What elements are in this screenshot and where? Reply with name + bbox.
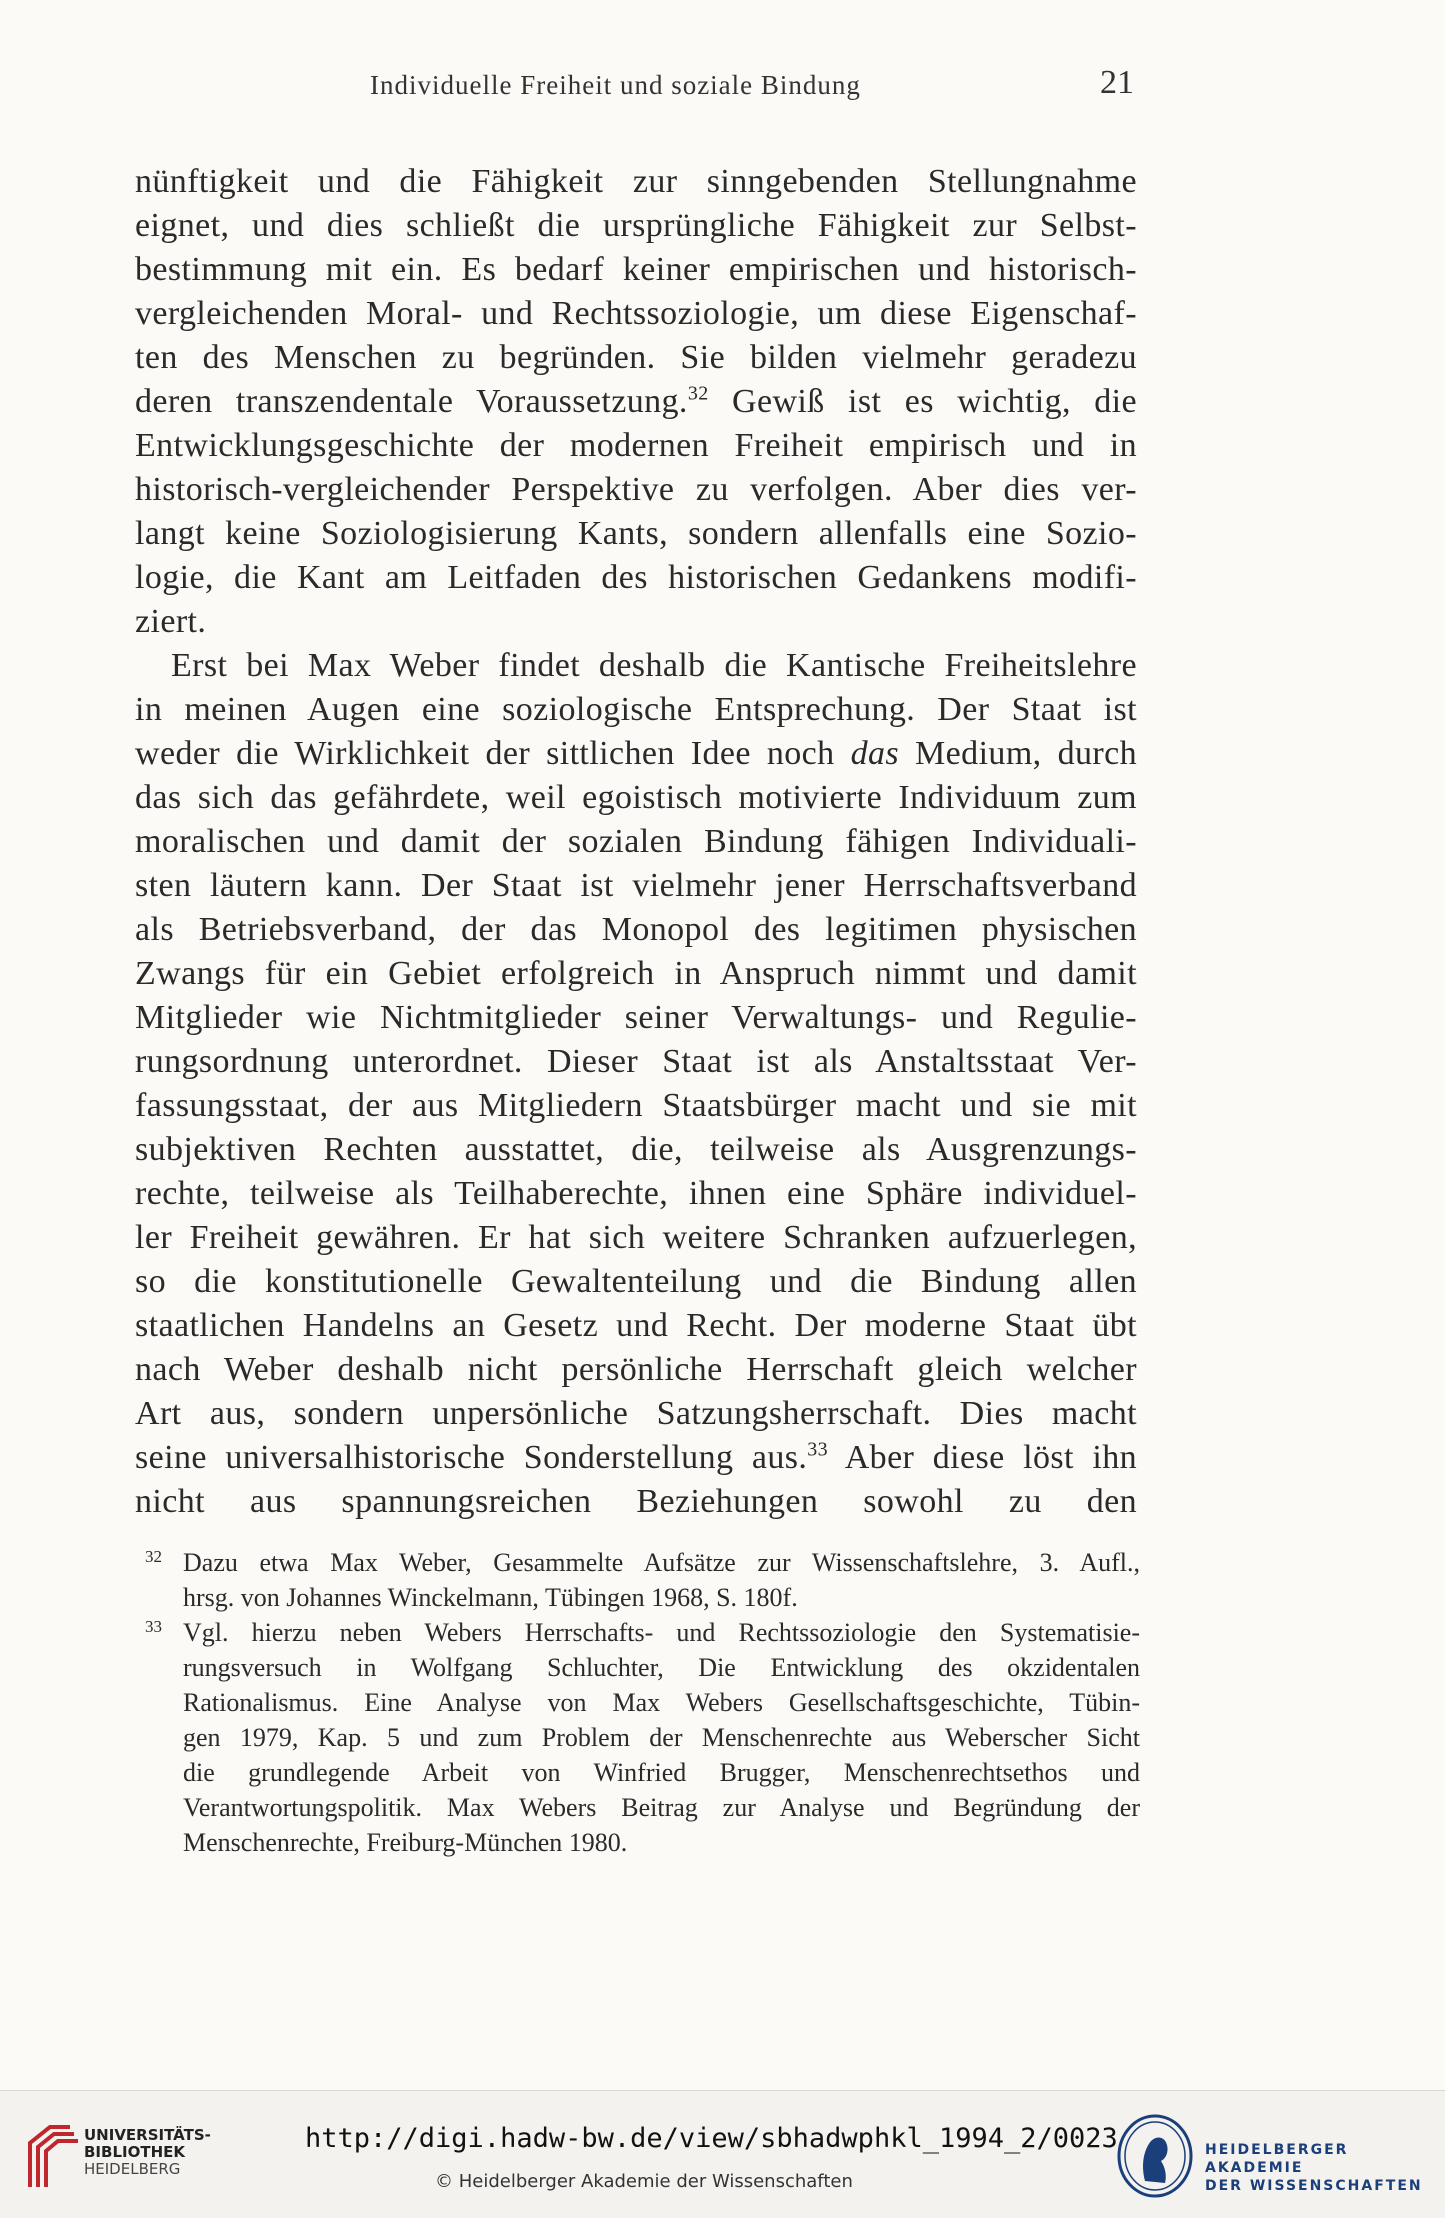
- text-line: Mitglieder wie Nichtmitglieder seiner Verwaltungs- und Regulie-: [135, 999, 1137, 1036]
- text-line: rungsordnung unterordnet. Dieser Staat ist als Anstaltsstaat Ver-: [135, 1043, 1137, 1080]
- permalink-url[interactable]: http://digi.hadw-bw.de/view/sbhadwphkl_1994_2/0023: [305, 2123, 1118, 2154]
- text-line: so die konstitutionelle Gewaltenteilung und die Bindung allen: [135, 1263, 1137, 1300]
- footnote-mark: 33: [145, 1617, 162, 1636]
- text-line: Entwicklungsgeschichte der modernen Freiheit empirisch und in: [135, 427, 1137, 464]
- running-title: Individuelle Freiheit und soziale Bindung: [370, 70, 861, 100]
- footnote-32: 32 Dazu etwa Max Weber, Gesammelte Aufsätze zur Wissenschaftslehre, 3. Aufl.,: [145, 1545, 1140, 1580]
- emphasis: das: [850, 735, 900, 772]
- page-number: 21: [1100, 64, 1134, 101]
- text-line: historisch-vergleichender Perspektive zu verfolgen. Aber dies ver-: [135, 471, 1137, 508]
- text-line: bestimmung mit ein. Es bedarf keiner empirischen und historisch-: [135, 251, 1137, 288]
- footnote-line: gen 1979, Kap. 5 und zum Problem der Menschenrechte aus Weberscher Sicht: [183, 1723, 1140, 1752]
- footnote-line: Verantwortungspolitik. Max Webers Beitrag zur Analyse und Begründung der: [183, 1793, 1140, 1822]
- footnote-ref-33[interactable]: 33: [807, 1438, 829, 1461]
- text-line: deren transzendentale Voraussetzung.$^{32}$ Gewiß ist es wichtig, die: [135, 382, 1138, 420]
- text-line: nicht aus spannungsreichen Beziehungen sowohl zu den: [135, 1483, 1137, 1520]
- text-line: das sich das gefährdete, weil egoistisch motivierte Individuum zum: [135, 779, 1137, 816]
- text-line: seine universalhistorische Sonderstellung aus.$^{33}$ Aber diese löst ihn: [135, 1438, 1137, 1476]
- text-line: Art aus, sondern unpersönliche Satzungsherrschaft. Dies macht: [135, 1395, 1137, 1432]
- footnote-line: Rationalismus. Eine Analyse von Max Webers Gesellschaftsgeschichte, Tübin-: [183, 1688, 1140, 1717]
- text-line: ten des Menschen zu begründen. Sie bilden vielmehr geradezu: [135, 339, 1137, 376]
- text-line: fassungsstaat, der aus Mitgliedern Staatsbürger macht und sie mit: [135, 1087, 1137, 1124]
- academy-name: HEIDELBERGER AKADEMIE DER WISSENSCHAFTEN: [1205, 2142, 1423, 2194]
- text-line: als Betriebsverband, der das Monopol des legitimen physischen: [135, 911, 1137, 948]
- text-line: weder die Wirklichkeit der sittlichen Idee noch das Medium, durch: [135, 735, 1137, 772]
- text-line: langt keine Soziologisierung Kants, sondern allenfalls eine Sozio-: [135, 515, 1137, 552]
- text-line: sten läutern kann. Der Staat ist vielmehr jener Herrschaftsverband: [135, 867, 1137, 904]
- academy-seal-icon[interactable]: [1115, 2111, 1195, 2201]
- viewer-footer: [0, 2090, 1445, 2218]
- body-text: [135, 160, 1137, 1524]
- text-line: subjektiven Rechten ausstattet, die, teilweise als Ausgrenzungs-: [135, 1131, 1137, 1168]
- university-library-name: UNIVERSITÄTS- BIBLIOTHEK HEIDELBERG: [84, 2126, 211, 2178]
- text-line: nach Weber deshalb nicht persönliche Herrschaft gleich welcher: [135, 1351, 1137, 1388]
- text-line: vergleichenden Moral- und Rechtssoziologie, um diese Eigenschaf-: [135, 295, 1137, 332]
- footnote-line: Menschenrechte, Freiburg-München 1980.: [183, 1828, 628, 1857]
- text-line: moralischen und damit der sozialen Bindung fähigen Individuali-: [135, 823, 1137, 860]
- footnote-line: hrsg. von Johannes Winckelmann, Tübingen 1968, S. 180f.: [183, 1583, 798, 1612]
- text-line: rechte, teilweise als Teilhaberechte, ihnen eine Sphäre individuel-: [135, 1175, 1137, 1212]
- text-line: Erst bei Max Weber findet deshalb die Kantische Freiheitslehre: [171, 647, 1137, 684]
- text-line: eignet, und dies schließt die ursprüngliche Fähigkeit zur Selbst-: [135, 207, 1137, 244]
- university-library-logo-icon[interactable]: [22, 2121, 82, 2191]
- footnote-mark: 32: [145, 1547, 162, 1566]
- text-line: in meinen Augen eine soziologische Entsprechung. Der Staat ist: [135, 691, 1137, 728]
- text-line: staatlichen Handelns an Gesetz und Recht. Der moderne Staat übt: [135, 1307, 1137, 1344]
- footnote-line: rungsversuch in Wolfgang Schluchter, Die Entwicklung des okzidentalen: [183, 1653, 1140, 1682]
- footnote-33: 33 Vgl. hierzu neben Webers Herrschafts- und Rechtssoziologie den Systematisie-: [145, 1615, 1140, 1650]
- footnote-line: die grundlegende Arbeit von Winfried Brugger, Menschenrechtsethos und: [183, 1758, 1140, 1787]
- text-line: ler Freiheit gewähren. Er hat sich weitere Schranken aufzuerlegen,: [135, 1219, 1137, 1256]
- text-line: logie, die Kant am Leitfaden des historischen Gedankens modifi-: [135, 559, 1137, 596]
- text-line: ziert.: [135, 603, 207, 640]
- copyright-notice: © Heidelberger Akademie der Wissenschaften: [435, 2171, 853, 2192]
- text-line: nünftigkeit und die Fähigkeit zur sinngebenden Stellungnahme: [135, 163, 1137, 200]
- footnote-ref-32[interactable]: 32: [687, 382, 709, 405]
- footnotes: [145, 1545, 1140, 1860]
- text-line: Zwangs für ein Gebiet erfolgreich in Anspruch nimmt und damit: [135, 955, 1137, 992]
